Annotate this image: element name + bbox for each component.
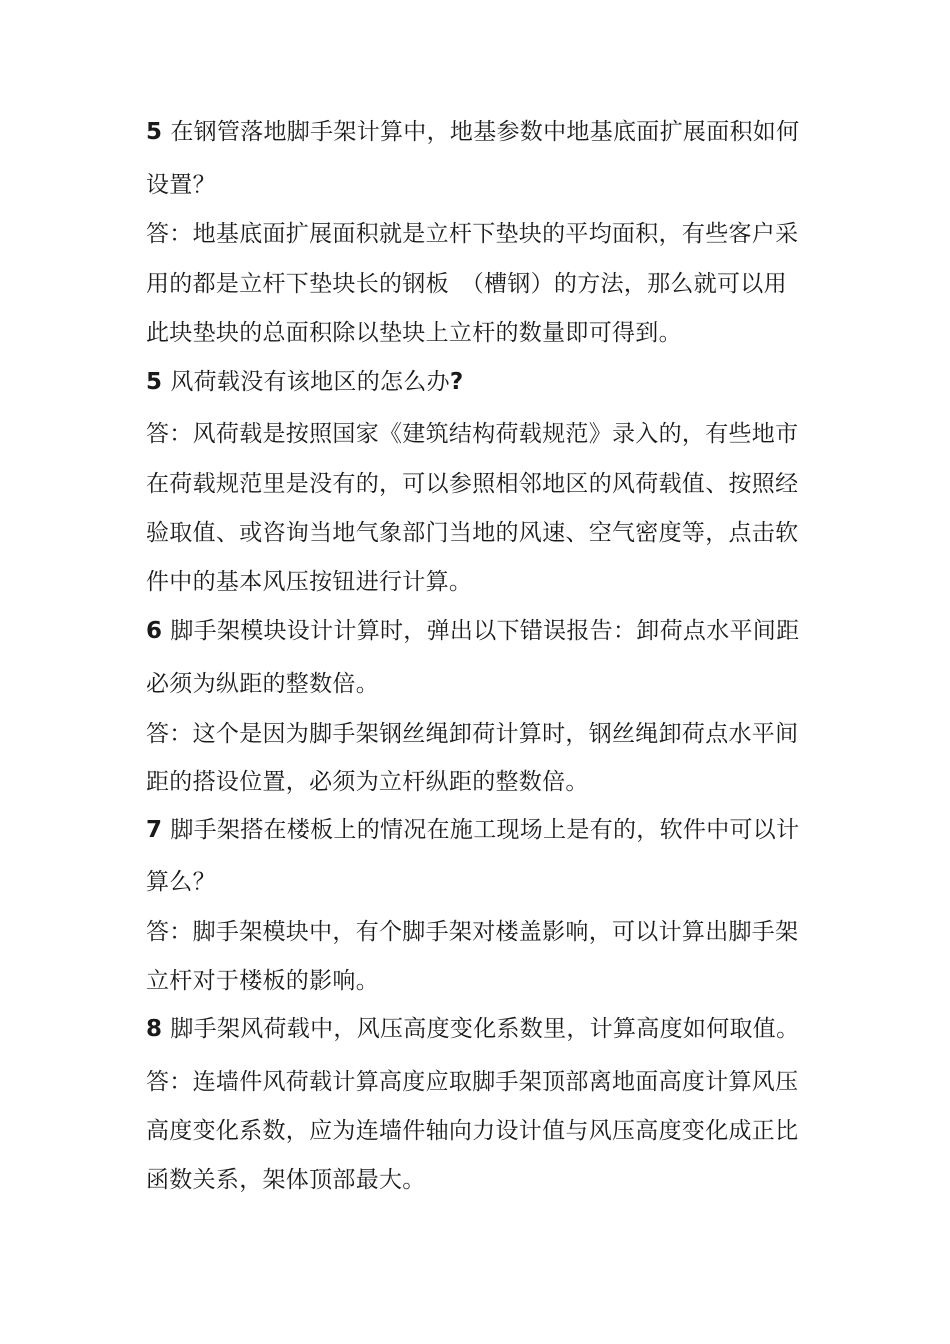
question-number: 6 — [146, 618, 163, 644]
answer-text: 答：连墙件风荷载计算高度应取脚手架顶部离地面高度计算风压 — [146, 1069, 799, 1095]
question-text: 必须为纵距的整数倍。 — [146, 671, 379, 697]
question-text: 脚手架搭在楼板上的情况在施工现场上是有的，软件中可以计 — [170, 817, 800, 843]
answer-5a-line-1 — [146, 218, 808, 250]
answer-text: 答：脚手架模块中，有个脚手架对楼盖影响，可以计算出脚手架 — [146, 919, 799, 945]
question-7-line-1 — [146, 814, 808, 846]
question-number: 5 — [146, 119, 163, 145]
answer-text: 答：风荷载是按照国家《建筑结构荷载规范》录入的，有些地市 — [146, 421, 799, 447]
answer-text: 此块垫块的总面积除以垫块上立杆的数量即可得到。 — [146, 320, 682, 346]
answer-7-line-2 — [146, 965, 808, 997]
answer-7-line-1 — [146, 916, 808, 948]
question-number: 5 — [146, 369, 163, 395]
question-6-line-2 — [146, 668, 808, 700]
answer-5b-line-1 — [146, 418, 808, 450]
answer-5b-line-2 — [146, 468, 808, 500]
answer-6-line-1 — [146, 718, 808, 750]
question-7-line-2 — [146, 866, 808, 898]
answer-text: 在荷载规范里是没有的，可以参照相邻地区的风荷载值、按照经 — [146, 471, 799, 497]
question-6-line-1 — [146, 615, 808, 647]
answer-text: 用的都是立杆下垫块长的钢板 （槽钢）的方法，那么就可以用 — [146, 271, 787, 297]
answer-5a-line-2 — [146, 268, 808, 300]
question-8-line-1 — [146, 1013, 808, 1045]
answer-text: 距的搭设位置，必须为立杆纵距的整数倍。 — [146, 769, 589, 795]
answer-text: 立杆对于楼板的影响。 — [146, 968, 379, 994]
question-number: 7 — [146, 817, 163, 843]
question-text: 脚手架风荷载中，风压高度变化系数里，计算高度如何取值。 — [170, 1016, 800, 1042]
answer-6-line-2 — [146, 766, 808, 798]
question-mark: ? — [449, 369, 464, 395]
answer-8-line-3 — [146, 1164, 808, 1196]
answer-text: 答：地基底面扩展面积就是立杆下垫块的平均面积，有些客户采 — [146, 221, 799, 247]
question-text: 算么？ — [146, 869, 216, 895]
question-text: 在钢管落地脚手架计算中，地基参数中地基底面扩展面积如何 — [170, 119, 800, 145]
question-text: 脚手架模块设计计算时，弹出以下错误报告：卸荷点水平间距 — [170, 618, 800, 644]
question-5a-line-2 — [146, 169, 808, 201]
answer-text: 件中的基本风压按钮进行计算。 — [146, 569, 473, 595]
answer-5a-line-3 — [146, 317, 808, 349]
question-5a-line-1 — [146, 116, 808, 148]
answer-8-line-2 — [146, 1115, 808, 1147]
answer-text: 函数关系，架体顶部最大。 — [146, 1167, 426, 1193]
question-text: 风荷载没有该地区的怎么办 — [170, 369, 450, 395]
question-number: 8 — [146, 1016, 163, 1042]
answer-text: 验取值、或咨询当地气象部门当地的风速、空气密度等，点击软 — [146, 520, 799, 546]
answer-text: 答：这个是因为脚手架钢丝绳卸荷计算时，钢丝绳卸荷点水平间 — [146, 721, 799, 747]
question-text: 设置？ — [146, 172, 216, 198]
answer-5b-line-3 — [146, 517, 808, 549]
answer-text: 高度变化系数，应为连墙件轴向力设计值与风压高度变化成正比 — [146, 1118, 799, 1144]
answer-5b-line-4 — [146, 566, 808, 598]
answer-8-line-1 — [146, 1066, 808, 1098]
question-5b-line-1 — [146, 366, 808, 398]
